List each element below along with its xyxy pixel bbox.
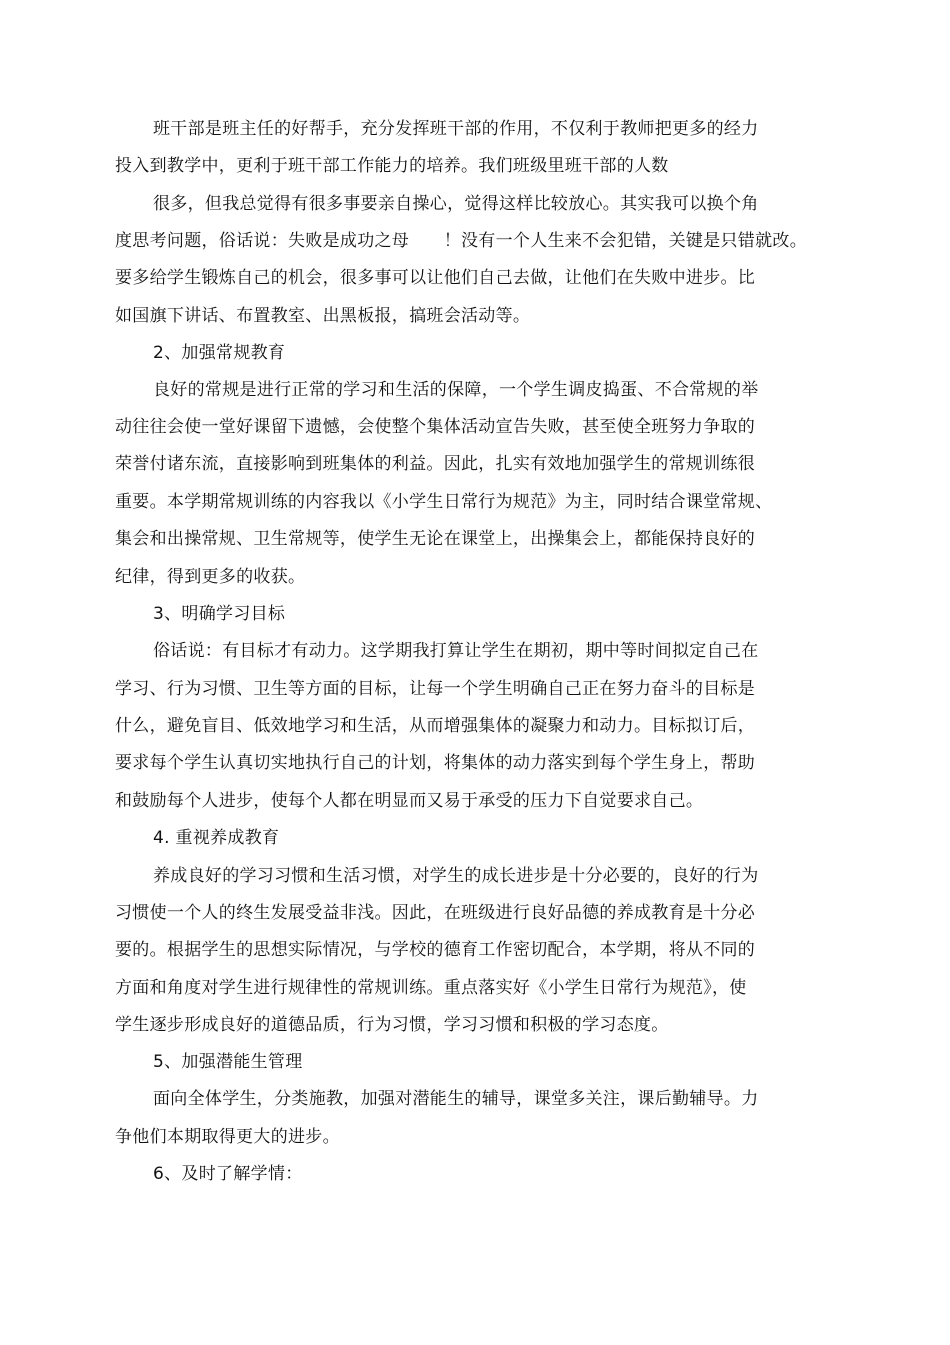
paragraph-line: 方面和角度对学生进行规律性的常规训练。重点落实好《小学生日常行为规范》，使 xyxy=(115,978,747,998)
paragraph-line: 养成良好的学习习惯和生活习惯，对学生的成长进步是十分必要的，良好的行为 xyxy=(153,866,759,886)
paragraph-line: 学习、行为习惯、卫生等方面的目标，让每一个学生明确自己正在努力奋斗的目标是 xyxy=(115,679,756,699)
section-heading: 6、及时了解学情： xyxy=(153,1164,303,1184)
paragraph-line: 荣誉付诸东流，直接影响到班集体的利益。因此，扎实有效地加强学生的常规训练很 xyxy=(115,454,756,474)
paragraph-line: 投入到教学中，更利于班干部工作能力的培养。我们班级里班干部的人数 xyxy=(115,156,669,176)
paragraph-line: 争他们本期取得更大的进步。 xyxy=(115,1127,340,1147)
paragraph-line: 要求每个学生认真切实地执行自己的计划，将集体的动力落实到每个学生身上，帮助 xyxy=(115,753,756,773)
paragraph-line: 什么，避免盲目、低效地学习和生活，从而增强集体的凝聚力和动力。目标拟订后， xyxy=(115,716,756,736)
paragraph-line: 如国旗下讲话、布置教室、出黑板报，搞班会活动等。 xyxy=(115,306,531,326)
paragraph-line: 重要。本学期常规训练的内容我以《小学生日常行为规范》为主，同时结合课堂常规、 xyxy=(115,492,773,512)
paragraph-line: 面向全体学生，分类施教，加强对潜能生的辅导，课堂多关注，课后勤辅导。力 xyxy=(153,1089,759,1109)
paragraph-line: 要的。根据学生的思想实际情况，与学校的德育工作密切配合，本学期，将从不同的 xyxy=(115,940,756,960)
paragraph-line: 要多给学生锻炼自己的机会，很多事可以让他们自己去做，让他们在失败中进步。比 xyxy=(115,268,756,288)
paragraph-line: 和鼓励每个人进步，使每个人都在明显而又易于承受的压力下自觉要求自己。 xyxy=(115,791,704,811)
paragraph-line: 很多，但我总觉得有很多事要亲自操心，觉得这样比较放心。其实我可以换个角 xyxy=(153,194,759,214)
paragraph-line: 度思考问题，俗话说：失败是成功之母 ！没有一个人生来不会犯错，关键是只错就改。 xyxy=(115,231,807,251)
section-heading: 3、明确学习目标 xyxy=(153,604,286,624)
paragraph-line: 集会和出操常规、卫生常规等，使学生无论在课堂上，出操集会上，都能保持良好的 xyxy=(115,529,756,549)
section-heading: 4. 重视养成教育 xyxy=(153,828,280,848)
paragraph-line: 班干部是班主任的好帮手，充分发挥班干部的作用，不仅利于教师把更多的经力 xyxy=(153,119,759,139)
section-heading: 5、加强潜能生管理 xyxy=(153,1052,303,1072)
paragraph-line: 动往往会使一堂好课留下遗憾，会使整个集体活动宣告失败，甚至使全班努力争取的 xyxy=(115,417,756,437)
section-heading: 2、加强常规教育 xyxy=(153,343,286,363)
paragraph-line: 良好的常规是进行正常的学习和生活的保障，一个学生调皮捣蛋、不合常规的举 xyxy=(153,380,759,400)
paragraph-line: 纪律，得到更多的收获。 xyxy=(115,567,306,587)
paragraph-line: 俗话说：有目标才有动力。这学期我打算让学生在期初，期中等时间拟定自己在 xyxy=(153,641,759,661)
paragraph-line: 习惯使一个人的终生发展受益非浅。因此，在班级进行良好品德的养成教育是十分必 xyxy=(115,903,756,923)
paragraph-line: 学生逐步形成良好的道德品质，行为习惯，学习习惯和积极的学习态度。 xyxy=(115,1015,669,1035)
